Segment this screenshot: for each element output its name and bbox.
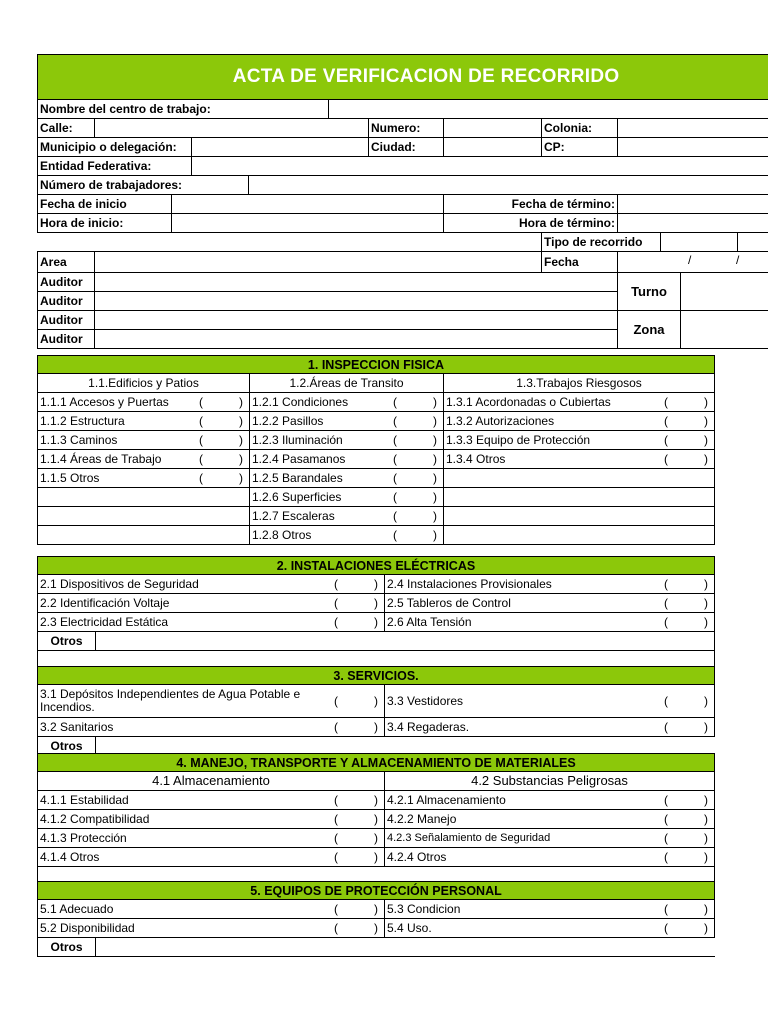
item-label: 1.3.1 Acordonadas o Cubiertas (446, 395, 611, 409)
checkbox-parens[interactable]: ( ) (664, 596, 709, 610)
item-label: 3.1 Depósitos Independientes de Agua Potable e Incendios. (40, 687, 301, 714)
cp-label: CP: (542, 138, 618, 157)
col-almacenamiento: 4.1 Almacenamiento (38, 772, 385, 791)
area-field[interactable] (95, 252, 542, 273)
checkbox-parens[interactable]: ( ) (664, 902, 709, 916)
item-label: 2.4 Instalaciones Provisionales (387, 577, 552, 591)
item-label: 3.2 Sanitarios (40, 720, 114, 734)
item-row[interactable] (38, 594, 385, 613)
item-label: 5.2 Disponibilidad (40, 921, 135, 935)
colonia-field[interactable] (618, 119, 768, 138)
auditor-field[interactable] (95, 311, 618, 330)
item-label: 1.2.2 Pasillos (252, 414, 324, 428)
checkbox-parens[interactable]: ( ) (664, 615, 709, 629)
turno-label: Turno (618, 273, 681, 311)
section-4-title: 4. MANEJO, TRANSPORTE Y ALMACENAMIENTO DE MATERIALES (38, 754, 715, 772)
item-row[interactable] (385, 829, 715, 848)
table-row (38, 575, 715, 594)
col-trabajos-riesgosos: 1.3.Trabajos Riesgosos (444, 374, 715, 393)
tipo-recorrido-label: Tipo de recorrido (542, 233, 661, 252)
item-label: 4.2.2 Manejo (387, 812, 457, 826)
checkbox-parens[interactable]: ( ) (334, 615, 378, 629)
item-label: 1.2.8 Otros (252, 528, 312, 542)
item-row[interactable] (250, 507, 444, 526)
otros-label: Otros (38, 938, 96, 957)
checkbox-parens[interactable]: ( ) (664, 812, 708, 826)
auditor-label: Auditor (38, 330, 95, 349)
item-label: 3.4 Regaderas. (387, 720, 470, 734)
fecha-termino-field[interactable] (618, 195, 768, 214)
table-row (38, 848, 715, 867)
numero-field[interactable] (444, 119, 542, 138)
item-row[interactable] (38, 575, 385, 594)
item-label: 2.6 Alta Tensión (387, 615, 472, 629)
item-row[interactable] (385, 575, 715, 594)
fecha-label: Fecha (542, 252, 618, 273)
item-label: 4.1.1 Estabilidad (40, 793, 129, 807)
section-3-table (37, 666, 715, 756)
checkbox-parens[interactable]: ( ) (664, 433, 708, 447)
hora-inicio-label: Hora de inicio: (38, 214, 172, 233)
item-label: 1.2.7 Escaleras (252, 509, 335, 523)
checkbox-parens[interactable]: ( ) (334, 831, 378, 845)
item-row[interactable] (38, 810, 385, 829)
item-row[interactable] (38, 900, 385, 919)
checkbox-parens[interactable]: ( ) (199, 452, 243, 466)
table-row (38, 613, 715, 632)
header-table (37, 54, 768, 349)
item-row[interactable] (444, 393, 715, 412)
item-label: 4.2.3 Señalamiento de Seguridad (387, 832, 551, 844)
item-row[interactable] (385, 900, 715, 919)
item-row[interactable] (38, 393, 250, 412)
entidad-label: Entidad Federativa: (38, 157, 192, 176)
auditor-label: Auditor (38, 273, 95, 292)
calle-label: Calle: (38, 119, 95, 138)
item-row[interactable] (38, 450, 250, 469)
blank-cell[interactable] (444, 488, 715, 507)
hora-inicio-field[interactable] (172, 214, 444, 233)
item-row[interactable] (385, 810, 715, 829)
item-row[interactable] (444, 450, 715, 469)
section-5-table (37, 881, 715, 957)
item-label: 1.1.5 Otros (40, 471, 100, 485)
col-substancias-peligrosas: 4.2 Substancias Peligrosas (385, 772, 715, 791)
checkbox-parens[interactable]: ( ) (393, 433, 437, 447)
item-row[interactable] (444, 431, 715, 450)
item-row[interactable]: 3.2 Sanitarios ( ) (38, 718, 385, 737)
checkbox-parens[interactable]: ( ) (393, 490, 437, 504)
section-4-table (37, 753, 715, 886)
blank-cell[interactable] (444, 526, 715, 545)
table-row (38, 488, 715, 507)
table-row (38, 791, 715, 810)
hora-termino-label: Hora de término: (444, 214, 618, 233)
checkbox-parens[interactable]: ( ) (334, 921, 378, 935)
auditor-label: Auditor (38, 292, 95, 311)
item-label: 1.3.4 Otros (446, 452, 506, 466)
item-label: 1.1.2 Estructura (40, 414, 125, 428)
ciudad-label: Ciudad: (369, 138, 444, 157)
tipo-recorrido-field[interactable] (661, 233, 738, 252)
item-label: 4.1.4 Otros (40, 850, 100, 864)
table-row (38, 507, 715, 526)
item-row[interactable] (250, 526, 444, 545)
item-row[interactable] (250, 412, 444, 431)
table-row (38, 900, 715, 919)
blank-cell[interactable] (444, 469, 715, 488)
auditor-field[interactable] (95, 273, 618, 292)
item-row[interactable]: 3.3 Vestidores ( ) (385, 685, 715, 718)
entidad-field[interactable] (192, 157, 768, 176)
item-label: 1.2.1 Condiciones (252, 395, 349, 409)
otros-label: Otros (38, 737, 96, 756)
table-row (38, 431, 715, 450)
checkbox-parens[interactable]: ( ) (393, 471, 437, 485)
table-row (38, 393, 715, 412)
table-row (38, 412, 715, 431)
section-3-title: 3. SERVICIOS. (38, 667, 715, 685)
nombre-centro-label: Nombre del centro de trabajo: (38, 100, 329, 119)
checkbox-parens[interactable]: ( ) (664, 577, 709, 591)
fecha-inicio-label: Fecha de inicio (38, 195, 172, 214)
item-label: 4.2.1 Almacenamiento (387, 793, 506, 807)
item-label: 5.4 Uso. (387, 921, 432, 935)
col-edificios-patios: 1.1.Edificios y Patios (38, 374, 250, 393)
checkbox-parens[interactable]: ( ) (334, 577, 378, 591)
item-label: 3.3 Vestidores (387, 694, 464, 708)
checkbox-parens[interactable]: ( ) (393, 452, 437, 466)
checkbox-parens[interactable]: ( ) (664, 921, 709, 935)
item-label: 1.2.4 Pasamanos (252, 452, 346, 466)
item-row[interactable] (250, 393, 444, 412)
item-label: 1.1.3 Caminos (40, 433, 118, 447)
item-label: 4.1.3 Protección (40, 831, 127, 845)
section-2-title: 2. INSTALACIONES ELÉCTRICAS (38, 557, 715, 575)
item-row[interactable] (250, 488, 444, 507)
table-row (38, 919, 715, 938)
checkbox-parens[interactable]: ( ) (664, 793, 708, 807)
checkbox-parens[interactable]: ( ) (664, 452, 708, 466)
item-label: 1.3.2 Autorizaciones (446, 414, 555, 428)
item-label: 1.3.3 Equipo de Protección (446, 433, 591, 447)
item-row[interactable] (250, 469, 444, 488)
item-row[interactable] (385, 594, 715, 613)
date-slash: / (736, 253, 740, 267)
blank-cell[interactable] (444, 507, 715, 526)
numero-label: Numero: (369, 119, 444, 138)
section-2-table (37, 556, 715, 670)
item-label: 1.2.5 Barandales (252, 471, 343, 485)
section-5-title: 5. EQUIPOS DE PROTECCIÓN PERSONAL (38, 882, 715, 900)
checkbox-parens[interactable]: ( ) (664, 831, 708, 845)
hora-termino-field[interactable] (618, 214, 768, 233)
item-row[interactable] (385, 848, 715, 867)
item-label: 1.1.1 Accesos y Puertas (40, 395, 169, 409)
item-label: 2.2 Identificación Voltaje (40, 596, 170, 610)
fecha-field[interactable] (618, 252, 768, 273)
item-row[interactable] (385, 791, 715, 810)
item-row[interactable] (38, 431, 250, 450)
item-label: 5.3 Condicion (387, 902, 461, 916)
checkbox-parens[interactable]: ( ) (393, 414, 437, 428)
checkbox-parens[interactable]: ( ) (199, 395, 243, 409)
blank-cell[interactable] (38, 507, 250, 526)
col-areas-transito: 1.2.Áreas de Transito (250, 374, 444, 393)
table-row (38, 469, 715, 488)
num-trabajadores-field[interactable] (249, 176, 768, 195)
fecha-termino-label: Fecha de término: (444, 195, 618, 214)
item-row[interactable] (38, 829, 385, 848)
zona-label: Zona (618, 311, 681, 349)
item-label: 1.2.6 Superficies (252, 490, 342, 504)
item-label: 2.1 Dispositivos de Seguridad (40, 577, 199, 591)
area-label: Area (38, 252, 95, 273)
checkbox-parens[interactable]: ( ) (334, 812, 378, 826)
item-label: 4.2.4 Otros (387, 850, 447, 864)
item-row[interactable] (250, 450, 444, 469)
checkbox-parens[interactable]: ( ) (393, 528, 437, 542)
checkbox-parens[interactable]: ( ) (199, 471, 243, 485)
auditor-label: Auditor (38, 311, 95, 330)
date-slash: / (688, 253, 692, 267)
calle-field[interactable] (95, 119, 369, 138)
table-row (38, 829, 715, 848)
municipio-label: Municipio o delegación: (38, 138, 192, 157)
item-label: 4.1.2 Compatibilidad (40, 812, 150, 826)
checkbox-parens[interactable]: ( ) (334, 902, 378, 916)
zona-field[interactable] (681, 311, 768, 349)
blank-cell[interactable] (38, 526, 250, 545)
table-row (38, 450, 715, 469)
item-row[interactable] (250, 431, 444, 450)
item-row[interactable] (38, 848, 385, 867)
otros-field[interactable] (96, 632, 715, 651)
nombre-centro-field[interactable] (329, 100, 768, 119)
checkbox-parens[interactable]: ( ) (199, 433, 243, 447)
item-label: 5.1 Adecuado (40, 902, 114, 916)
item-row[interactable] (38, 919, 385, 938)
auditor-field[interactable] (95, 292, 618, 311)
ciudad-field[interactable] (444, 138, 542, 157)
item-label: 2.5 Tableros de Control (387, 596, 511, 610)
item-row[interactable] (385, 613, 715, 632)
checkbox-parens[interactable]: ( ) (334, 793, 378, 807)
item-row[interactable] (38, 791, 385, 810)
item-row[interactable] (385, 919, 715, 938)
blank-cell[interactable] (38, 488, 250, 507)
checkbox-parens[interactable]: ( ) (199, 414, 243, 428)
checkbox-parens[interactable]: ( ) (393, 509, 437, 523)
checkbox-parens[interactable]: ( ) (664, 395, 708, 409)
auditor-field[interactable] (95, 330, 618, 349)
municipio-field[interactable] (192, 138, 369, 157)
num-trabajadores-label: Número de trabajadores: (38, 176, 249, 195)
table-row (38, 594, 715, 613)
item-row[interactable] (38, 412, 250, 431)
item-row[interactable] (38, 469, 250, 488)
form-title: ACTA DE VERIFICACION DE RECORRIDO (38, 55, 768, 100)
item-label: 2.3 Electricidad Estática (40, 615, 169, 629)
turno-field[interactable] (681, 273, 768, 311)
otros-label: Otros (38, 632, 96, 651)
fecha-inicio-field[interactable] (172, 195, 444, 214)
item-label: 1.2.3 Iluminación (252, 433, 343, 447)
checkbox-parens[interactable]: ( ) (393, 395, 437, 409)
table-row (38, 810, 715, 829)
otros-field[interactable] (96, 938, 715, 957)
item-row[interactable]: 3.1 Depósitos Independientes de Agua Potable e Incendios. ( ) (38, 685, 385, 718)
item-row[interactable] (444, 412, 715, 431)
checkbox-parens[interactable]: ( ) (334, 850, 378, 864)
cp-field[interactable] (618, 138, 768, 157)
section-1-table (37, 355, 715, 545)
checkbox-parens[interactable]: ( ) (334, 596, 378, 610)
table-row (38, 526, 715, 545)
item-row[interactable] (38, 613, 385, 632)
checkbox-parens[interactable]: ( ) (664, 850, 708, 864)
section-1-title: 1. INSPECCION FISICA (38, 356, 715, 374)
item-row[interactable]: 3.4 Regaderas. ( ) (385, 718, 715, 737)
item-label: 1.1.4 Áreas de Trabajo (40, 452, 162, 466)
colonia-label: Colonia: (542, 119, 618, 138)
checkbox-parens[interactable]: ( ) (664, 414, 708, 428)
